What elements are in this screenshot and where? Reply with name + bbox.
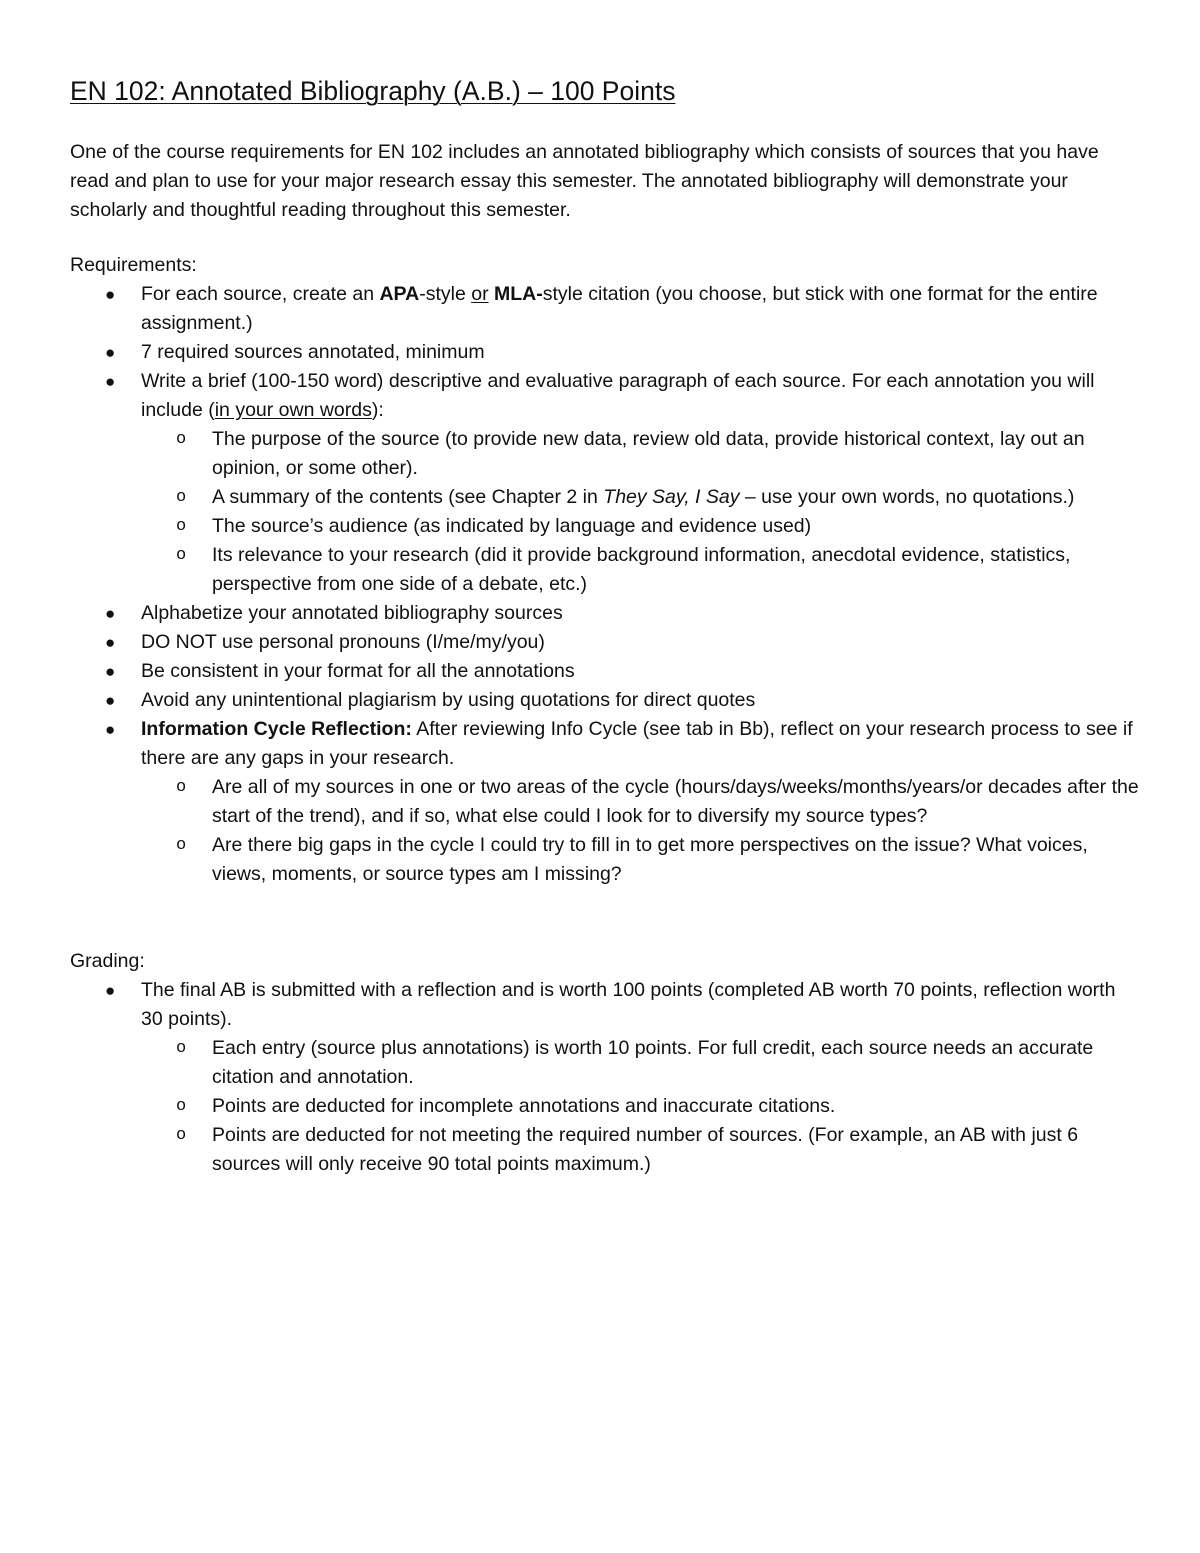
- bullet-icon: ●: [105, 981, 116, 1000]
- circle-bullet-icon: o: [176, 1039, 187, 1058]
- sub-list-item: o Points are deducted for not meeting the required number of sources. (For example, an AB with just 6 sources will only receive 90 total points maximum.): [141, 1121, 1140, 1179]
- list-item: ● Be consistent in your format for all the annotations: [70, 657, 1140, 686]
- circle-bullet-icon: o: [176, 430, 187, 449]
- list-item: ● Information Cycle Reflection: After reviewing Info Cycle (see tab in Bb), reflect on your research process to see if there are any gaps in your research. o Are all of my sources in one or two areas of the cycle (hours/days/weeks/months/years/or decades after the start of the trend), and if so, what else could I look for to diversify my source types? o Are there big gaps in the cycle I could try to fill in to get more perspectives on the issue? What voices, views, moments, or source types am I missing?: [70, 715, 1140, 889]
- circle-bullet-icon: o: [176, 1097, 187, 1116]
- bullet-icon: ●: [105, 285, 116, 304]
- list-item: ● Avoid any unintentional plagiarism by using quotations for direct quotes: [70, 686, 1140, 715]
- reflection-questions-list: [141, 773, 1140, 889]
- grading-list: [70, 976, 1140, 1179]
- sub-list-item: o The purpose of the source (to provide new data, review old data, provide historical context, lay out an opinion, or some other).: [141, 425, 1140, 483]
- intro-paragraph: One of the course requirements for EN 102 includes an annotated bibliography which consists of sources that you have read and plan to use for your major research essay this semester. The annotated bibliography will demonstrate your scholarly and thoughtful reading throughout this semester.: [70, 141, 1099, 221]
- bullet-icon: ●: [105, 691, 116, 710]
- bullet-icon: ●: [105, 662, 116, 681]
- page-title: EN 102: Annotated Bibliography (A.B.) – 100 Points: [70, 76, 676, 106]
- sub-list-item: o Are all of my sources in one or two areas of the cycle (hours/days/weeks/months/years/or decades after the start of the trend), and if so, what else could I look for to diversify my source types?: [141, 773, 1140, 831]
- bullet-icon: ●: [105, 604, 116, 623]
- list-item: ● DO NOT use personal pronouns (I/me/my/you): [70, 628, 1140, 657]
- list-item: ● Write a brief (100-150 word) descriptive and evaluative paragraph of each source. For each annotation you will include (in your own words): o The purpose of the source (to provide new data, review old data, provide historical context, lay out an opinion, or some other). o A summary of the contents (see Chapter 2 in They Say, I Say – use your own words, no quotations.) o The source’s audience (as indicated by language and evidence used) o Its relevance to your research (did it provide background information, anecdotal evidence, statistics, perspective from one side of a debate, etc.): [70, 367, 1140, 599]
- document-page: [70, 74, 1140, 1179]
- grading-details-list: [141, 1034, 1140, 1179]
- spacer: [70, 889, 1140, 947]
- sub-list-item: o Are there big gaps in the cycle I could try to fill in to get more perspectives on the issue? What voices, views, moments, or source types am I missing?: [141, 831, 1140, 889]
- sub-list-item: o A summary of the contents (see Chapter 2 in They Say, I Say – use your own words, no quotations.): [141, 483, 1140, 512]
- sub-list-item: o Its relevance to your research (did it provide background information, anecdotal evidence, statistics, perspective from one side of a debate, etc.): [141, 541, 1140, 599]
- sub-list-item: o The source’s audience (as indicated by language and evidence used): [141, 512, 1140, 541]
- list-item: ● 7 required sources annotated, minimum: [70, 338, 1140, 367]
- circle-bullet-icon: o: [176, 488, 187, 507]
- grading-heading: Grading:: [70, 950, 145, 972]
- list-item: ● Alphabetize your annotated bibliography sources: [70, 599, 1140, 628]
- circle-bullet-icon: o: [176, 517, 187, 536]
- bullet-icon: ●: [105, 372, 116, 391]
- circle-bullet-icon: o: [176, 836, 187, 855]
- sub-list-item: o Points are deducted for incomplete annotations and inaccurate citations.: [141, 1092, 1140, 1121]
- bullet-icon: ●: [105, 720, 116, 739]
- sub-list-item: o Each entry (source plus annotations) is worth 10 points. For full credit, each source needs an accurate citation and annotation.: [141, 1034, 1140, 1092]
- annotation-contents-list: [141, 425, 1140, 599]
- bullet-icon: ●: [105, 343, 116, 362]
- list-item: ● For each source, create an APA-style or MLA-style citation (you choose, but stick with one format for the entire assignment.): [70, 280, 1140, 338]
- circle-bullet-icon: o: [176, 546, 187, 565]
- list-item: ● The final AB is submitted with a reflection and is worth 100 points (completed AB worth 70 points, reflection worth 30 points). o Each entry (source plus annotations) is worth 10 points. For full credit, each source needs an accurate citation and annotation. o Points are deducted for incomplete annotations and inaccurate citations. o Points are deducted for not meeting the required number of sources. (For example, an AB with just 6 sources will only receive 90 total points maximum.): [70, 976, 1140, 1179]
- requirements-heading: Requirements:: [70, 254, 197, 276]
- bullet-icon: ●: [105, 633, 116, 652]
- circle-bullet-icon: o: [176, 1126, 187, 1145]
- requirements-list: [70, 280, 1140, 889]
- circle-bullet-icon: o: [176, 778, 187, 797]
